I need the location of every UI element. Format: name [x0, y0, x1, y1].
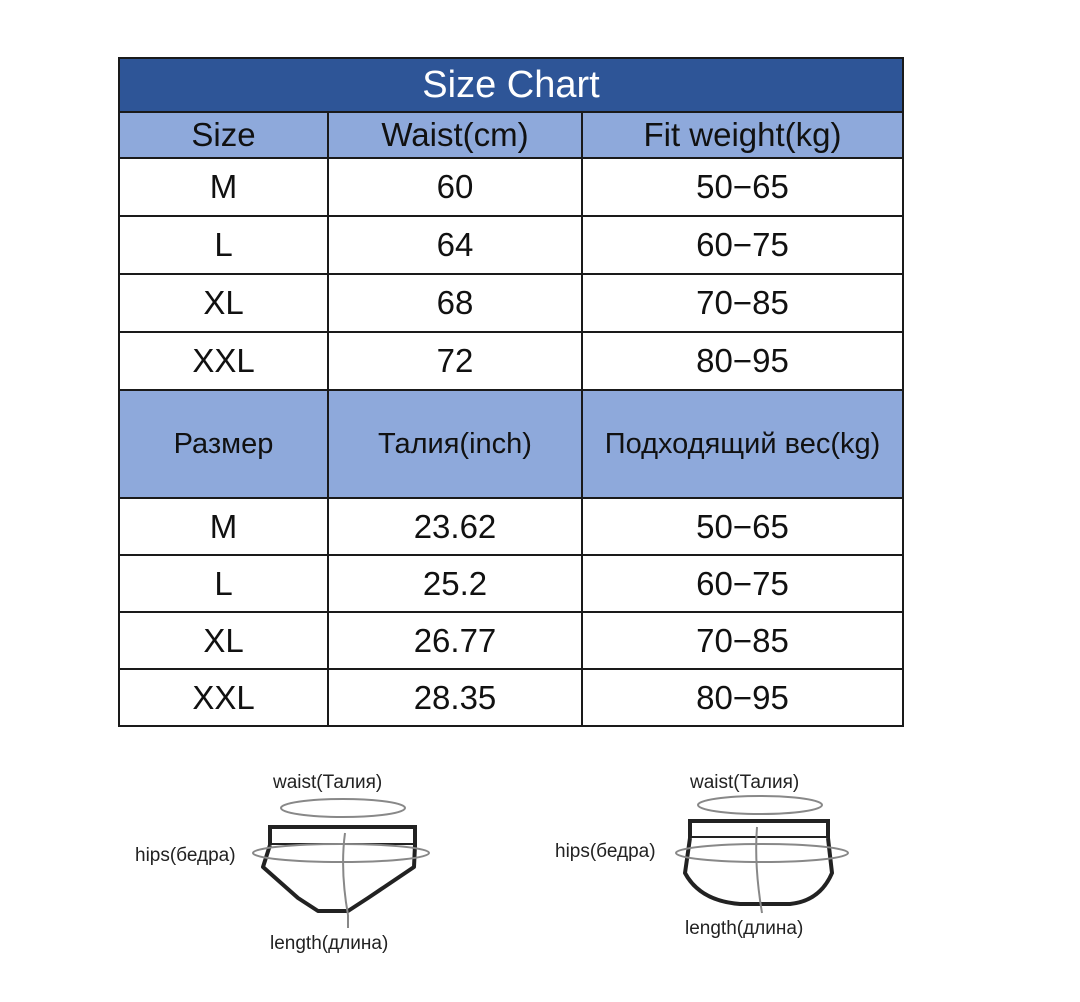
header-row-inch [119, 390, 903, 498]
table-row [119, 612, 903, 669]
table-title: Size Chart [119, 58, 903, 112]
waist-label: waist(Талия) [273, 772, 383, 793]
header-cell: Fit weight(kg) [582, 112, 903, 158]
table-row [119, 555, 903, 612]
size-cell: XXL [119, 669, 328, 726]
table-row [119, 669, 903, 726]
header-cell: Size [119, 112, 328, 158]
table-row [119, 158, 903, 216]
size-cell: L [119, 555, 328, 612]
hips-label: hips(бедра) [135, 845, 236, 866]
waist-cell: 23.62 [328, 498, 582, 555]
hips-label: hips(бедра) [555, 841, 656, 862]
brief-icon [130, 765, 450, 965]
waist-cell: 60 [328, 158, 582, 216]
weight-cell: 70−85 [582, 274, 903, 332]
weight-cell: 60−75 [582, 555, 903, 612]
waist-cell: 68 [328, 274, 582, 332]
boxer-measure-diagram [550, 765, 870, 965]
size-cell: L [119, 216, 328, 274]
brief-measure-diagram [130, 765, 450, 965]
weight-cell: 70−85 [582, 612, 903, 669]
weight-cell: 80−95 [582, 669, 903, 726]
header-cell: Подходящий вес(kg) [582, 390, 903, 498]
weight-cell: 50−65 [582, 498, 903, 555]
size-chart-table [118, 57, 904, 727]
header-cell: Талия(inch) [328, 390, 582, 498]
boxer-icon [550, 765, 870, 965]
table-row [119, 332, 903, 390]
waist-cell: 28.35 [328, 669, 582, 726]
waist-cell: 64 [328, 216, 582, 274]
header-cell: Размер [119, 390, 328, 498]
table-title-row [119, 58, 903, 112]
size-cell: M [119, 498, 328, 555]
waist-label: waist(Талия) [690, 772, 800, 793]
table-row [119, 274, 903, 332]
waist-cell: 25.2 [328, 555, 582, 612]
header-cell: Waist(cm) [328, 112, 582, 158]
size-cell: XL [119, 274, 328, 332]
table-row [119, 216, 903, 274]
header-row-cm [119, 112, 903, 158]
length-label: length(длина) [685, 918, 804, 939]
waist-cell: 72 [328, 332, 582, 390]
weight-cell: 60−75 [582, 216, 903, 274]
table-row [119, 498, 903, 555]
weight-cell: 50−65 [582, 158, 903, 216]
length-label: length(длина) [270, 933, 389, 954]
size-cell: XXL [119, 332, 328, 390]
waist-cell: 26.77 [328, 612, 582, 669]
size-cell: XL [119, 612, 328, 669]
size-cell: M [119, 158, 328, 216]
weight-cell: 80−95 [582, 332, 903, 390]
